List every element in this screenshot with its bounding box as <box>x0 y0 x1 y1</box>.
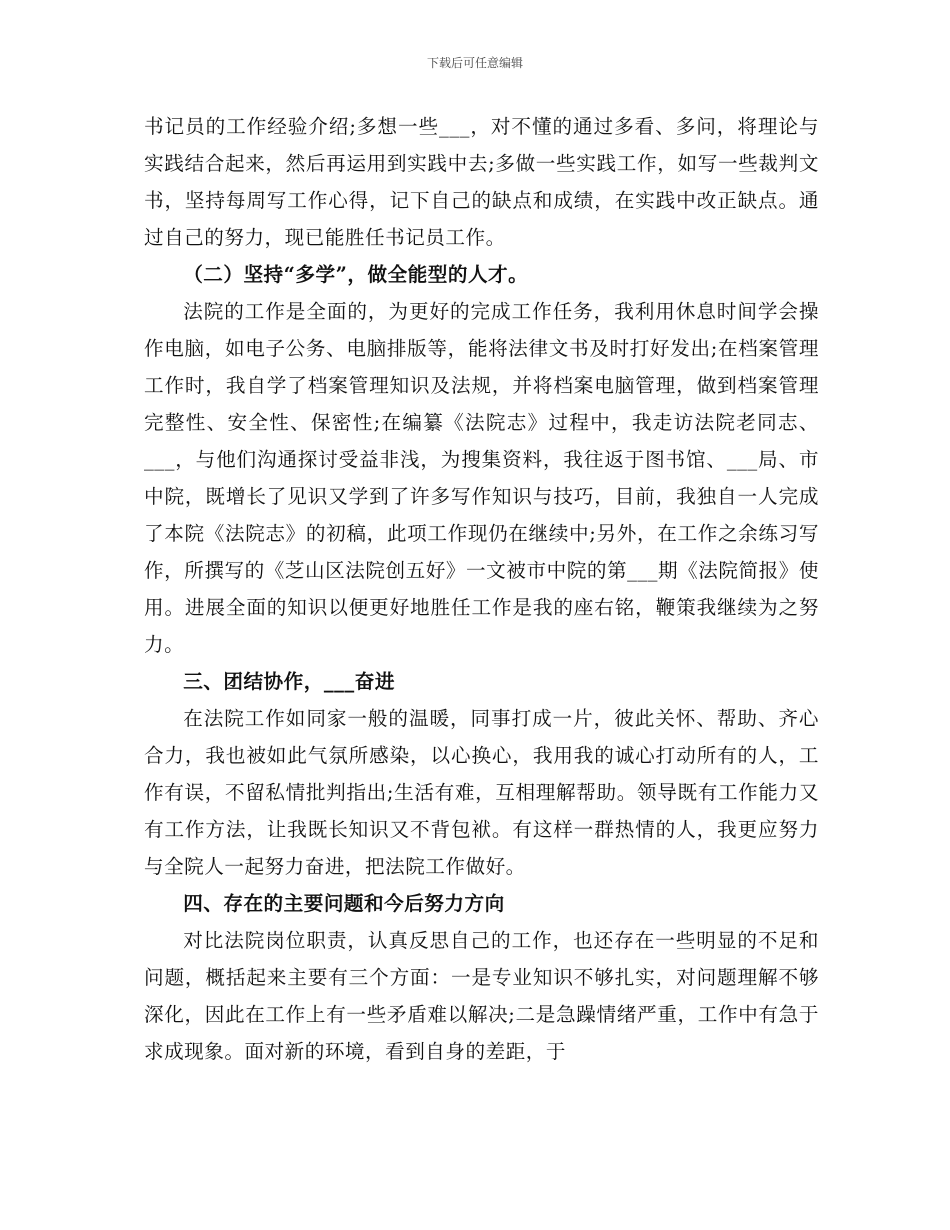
section-heading-4: 四、存在的主要问题和今后努力方向 <box>183 892 505 915</box>
paragraph-3: 在法院工作如同家一般的温暖，同事打成一片，彼此关怀、帮助、齐心合力，我也被如此气氛所感染，以心换心，我用我的诚心打动所有的人，工作有误，不留私情批判指出;生活有难，互相理解帮助。领导既有工作能力又有工作方法，让我既长知识又不背包袱。有这样一群热情的人，我更应努力与全院人一起努力奋进，把法院工作做好。 <box>144 707 819 878</box>
paragraph-4: 对比法院岗位职责，认真反思自己的工作，也还存在一些明显的不足和问题，概括起来主要有三个方面：一是专业知识不够扎实，对问题理解不够深化，因此在工作上有一些矛盾难以解决;二是急躁情绪严重，工作中有急于求成现象。面对新的环境，看到自身的差距，于 <box>144 929 819 1063</box>
page-header: 下载后可任意编辑 <box>426 56 523 70</box>
paragraph-2: 法院的工作是全面的，为更好的完成工作任务，我利用休息时间学会操作电脑，如电子公务、电脑排版等，能将法律文书及时打好发出;在档案管理工作时，我自学了档案管理知识及法规，并将档案电脑管理，做到档案管理完整性、安全性、保密性;在编纂《法院志》过程中，我走访法院老同志、___，与他们沟通探讨受益非浅，为搜集资料，我往返于图书馆、___局、市中院，既增长了见识又学到了许多写作知识与技巧，目前，我独自一人完成了本院《法院志》的初稿，此项工作现仍在继续中;另外，在工作之余练习写作，所撰写的《芝山区法院创五好》一文被市中院的第___期《法院简报》使用。进展全面的知识以便更好地胜任工作是我的座右铭，鞭策我继续为之努力。 <box>144 300 819 656</box>
document-body <box>144 108 819 1070</box>
paragraph-1: 书记员的工作经验介绍;多想一些___，对不懂的通过多看、多问，将理论与实践结合起来，然后再运用到实践中去;多做一些实践工作，如写一些裁判文书，坚持每周写工作心得，记下自己的缺点和成绩，在实践中改正缺点。通过自己的努力，现已能胜任书记员工作。 <box>144 115 819 249</box>
section-heading-3: 三、团结协作，___奋进 <box>183 670 395 693</box>
section-heading-2-2: （二）坚持“多学”，做全能型的人才。 <box>183 263 529 286</box>
